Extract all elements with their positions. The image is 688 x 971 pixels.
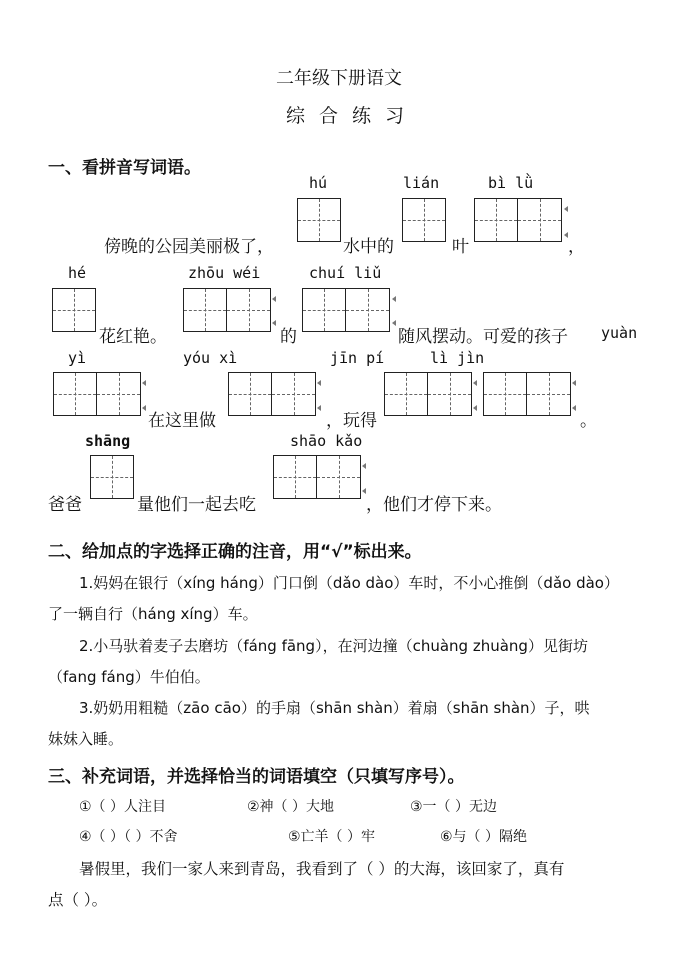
- tick-mark: [362, 463, 366, 469]
- tick-mark: [392, 296, 396, 302]
- q1-text-3c: 。: [580, 411, 597, 431]
- q2-item-2-line-1: 2.小马驮着麦子去磨坊（fáng fāng），在河边撞（chuàng zhuàng）见街坊: [79, 637, 588, 655]
- q1-text-1b: 水中的: [343, 237, 394, 257]
- idiom-2: ②神（ ）大地: [247, 799, 335, 815]
- pinyin-lijin: lì jìn: [430, 349, 485, 367]
- q2-item-3-line-2: 妹妹入睡。: [48, 730, 124, 748]
- tick-mark: [142, 380, 146, 386]
- writing-grid-lijin[interactable]: [483, 372, 571, 416]
- idiom-4: ④（ ）（ ）不舍: [79, 829, 178, 845]
- pinyin-he: hé: [68, 264, 87, 282]
- pinyin-lian: lián: [403, 174, 440, 192]
- q2-item-2-line-2: （fang fáng）牛伯伯。: [48, 668, 210, 686]
- tick-mark: [272, 320, 276, 326]
- tick-mark: [317, 380, 321, 386]
- section-1-heading: 一、看拼音写词语。: [48, 158, 201, 178]
- pinyin-zhouwei: zhōu wéi: [188, 264, 261, 282]
- writing-grid-he[interactable]: [52, 288, 96, 332]
- fill-paragraph-line-2: 点（ ）。: [48, 891, 108, 909]
- q1-text-4c: ，他们才停下来。: [366, 495, 502, 515]
- section-2-heading: 二、给加点的字选择正确的注音，用“√”标出来。: [48, 542, 422, 562]
- q2-item-3-line-1: 3.奶奶用粗糙（zāo cāo）的手扇（shān shàn）着扇（shān shàn）子，哄: [79, 699, 590, 717]
- q1-text-3a: 在这里做: [148, 411, 216, 431]
- pinyin-jinpi: jīn pí: [330, 349, 385, 367]
- writing-grid-lian[interactable]: [402, 198, 446, 242]
- writing-grid-jinpi[interactable]: [384, 372, 472, 416]
- idiom-3: ③一（ ）无边: [410, 799, 498, 815]
- page-title: 二年级下册语文: [276, 68, 402, 89]
- q1-text-4a: 爸爸: [48, 495, 82, 515]
- q1-text-1a: 傍晚的公园美丽极了，: [104, 237, 274, 257]
- pinyin-youxi: yóu xì: [183, 349, 238, 367]
- tick-mark: [473, 380, 477, 386]
- pinyin-shaokao: shāo kǎo: [290, 432, 363, 450]
- writing-grid-yuan-yi[interactable]: [53, 372, 141, 416]
- writing-grid-hu[interactable]: [297, 198, 341, 242]
- tick-mark: [564, 206, 568, 212]
- tick-mark: [272, 296, 276, 302]
- pinyin-shang: shāng: [85, 432, 131, 450]
- writing-grid-bilu[interactable]: [474, 198, 562, 242]
- writing-grid-shaokao[interactable]: [273, 455, 361, 499]
- tick-mark: [142, 405, 146, 411]
- q1-text-2c: 随风摆动。可爱的孩子: [398, 327, 568, 347]
- q1-text-2b: 的: [280, 327, 297, 347]
- q1-text-2a: 花红艳。: [99, 327, 167, 347]
- writing-grid-shang[interactable]: [90, 455, 134, 499]
- q2-item-1-line-1: 1.妈妈在银行（xíng háng）门口倒（dǎo dào）车时，不小心推倒（dǎo dào）: [79, 574, 619, 592]
- writing-grid-zhouwei[interactable]: [183, 288, 271, 332]
- page-subtitle: 综合练习: [286, 105, 419, 127]
- pinyin-bilu: bì lǜ: [488, 174, 534, 192]
- q1-text-3b: ，玩得: [326, 411, 377, 431]
- tick-mark: [392, 320, 396, 326]
- writing-grid-youxi[interactable]: [228, 372, 316, 416]
- tick-mark: [572, 405, 576, 411]
- fill-paragraph-line-1: 暑假里，我们一家人来到青岛，我看到了（ ）的大海，该回家了，真有: [79, 860, 565, 878]
- pinyin-yuan: yuàn: [601, 324, 638, 342]
- idiom-1: ①（ ）人注目: [79, 799, 167, 815]
- pinyin-chuiliu: chuí liǔ: [309, 264, 382, 282]
- writing-grid-chuiliu[interactable]: [302, 288, 390, 332]
- q1-text-1d: ，: [568, 237, 585, 257]
- tick-mark: [473, 405, 477, 411]
- tick-mark: [572, 380, 576, 386]
- q1-text-1c: 叶: [452, 237, 469, 257]
- pinyin-yi: yì: [68, 349, 87, 367]
- idiom-6: ⑥与（ ）隔绝: [440, 829, 528, 845]
- tick-mark: [317, 405, 321, 411]
- q2-item-1-line-2: 了一辆自行（háng xíng）车。: [48, 605, 258, 623]
- q1-text-4b: 量他们一起去吃: [137, 495, 256, 515]
- pinyin-hu: hú: [309, 174, 328, 192]
- section-3-heading: 三、补充词语，并选择恰当的词语填空（只填写序号）。: [48, 767, 465, 787]
- idiom-5: ⑤亡羊（ ）牢: [288, 829, 376, 845]
